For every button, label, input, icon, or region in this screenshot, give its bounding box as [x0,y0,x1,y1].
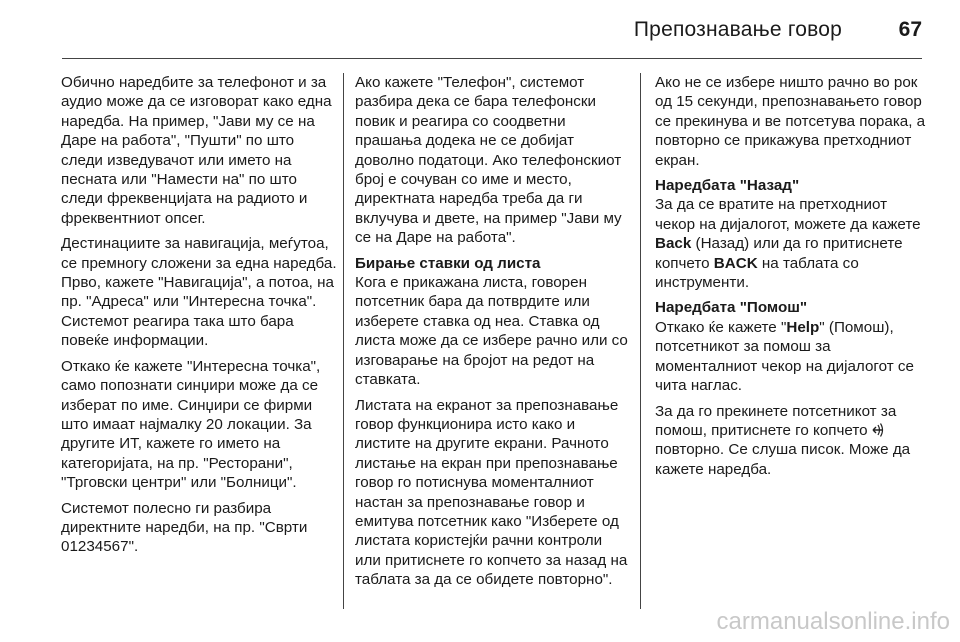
text-run: " (Помош), потсетникот за помош за моменталниот чекор на дијалогот се чита наглас. [655,318,914,395]
command-word: Back [655,235,692,253]
paragraph: Системот полесно ги разбира директните наредби, на пр. "Сврти 01234567". [61,499,308,556]
page-header [0,0,960,58]
section-heading: Наредбата "Помош" [655,299,808,317]
paragraph: Дестинациите за навигација, меѓутоа, се премногу сложени за една наредба. Прво, кажете "Навигација", а потоа, на пр. "Адреса" или "Интересна точка". Системот реагира така што бара повеќе информации. [61,235,337,350]
paragraph: Откако ќе кажете "Интересна точка", само попознати синџири може да се изберат по име. Синџири се фирми што имаат најмалку 20 локации. За другите ИТ, кажете го името на категоријата, на пр. "Ресторани", "Трговски центри" или "Болници". [61,357,321,492]
header-divider [62,58,922,59]
paragraph: Обично наредбите за телефонот и за аудио може да се изговорат како една наредба. На пример, "Јави му се на Даре на работа", "Пушти" по што следи изведувачот или името на песната или "Намести на" по што следи фреквенцијата на радиото и фреквентниот опсег. [61,74,332,227]
text-column-2 [355,73,631,596]
column-divider-1 [343,73,344,609]
paragraph [655,402,931,480]
watermark: carmanualsonline.info [716,608,950,635]
paragraph [655,318,931,396]
text-run: За да се вратите на претходниот чекор на дијалогот, можете да кажете [655,196,921,233]
paragraph: Кога е прикажана листа, говорен потсетник бара да потврдите или изберете ставка од неа. Ставка од листа може да се избере рачно или со изговарање на бројот на редот на ставката. [355,274,628,389]
text-column-3 [655,73,931,485]
paragraph: Ако кажете "Телефон", системот разбира дека се бара телефонски повик и реагира со соодветни прашања додека не се добијат доволно податоци. Ако телефонскиот број е сочуван со име и место, директната наредба треба да ги вклучува и двете, на пример "Јави му се на Даре на работа". [355,74,622,247]
text-run: на таблата со инструменти. [655,254,859,292]
section-heading: Бирање ставки од листа [355,254,541,272]
section-heading: Наредбата "Назад" [655,177,800,195]
voice-recognition-icon [872,423,884,437]
paragraph: Ако не се избере ништо рачно во рок од 15 секунди, препознавањето говор се прекинува и ве потсетува порака, а повторно се прикажува претходниот екран. [655,74,926,169]
column-divider-2 [640,73,641,609]
paragraph [655,195,931,292]
paragraph: Листата на екранот за препознавање говор функционира исто како и листите на другите екрани. Рачното листање на екран при препознавање говор го потиснува моменталниот настан за препознавање говор и емитува потсетник како "Изберете од листата користејќи рачни контроли или притиснете го копчето за назад на таблата за да се обидете повторно". [355,396,628,589]
text-column-1 [61,73,337,563]
text-run: (Назад) или да го притиснете копчето [655,235,903,272]
command-word: Help [786,318,820,336]
header-title: Препознавање говор [633,18,842,41]
text-run: Откако ќе кажете " [655,318,787,336]
text-run: повторно. Се слуша писок. Може да кажете наредба. [655,441,911,478]
page-number: 67 [898,18,922,41]
button-name: BACK [713,254,758,272]
text-run: За да го прекинете потсетникот за помош, притиснете го копчето [655,402,897,439]
